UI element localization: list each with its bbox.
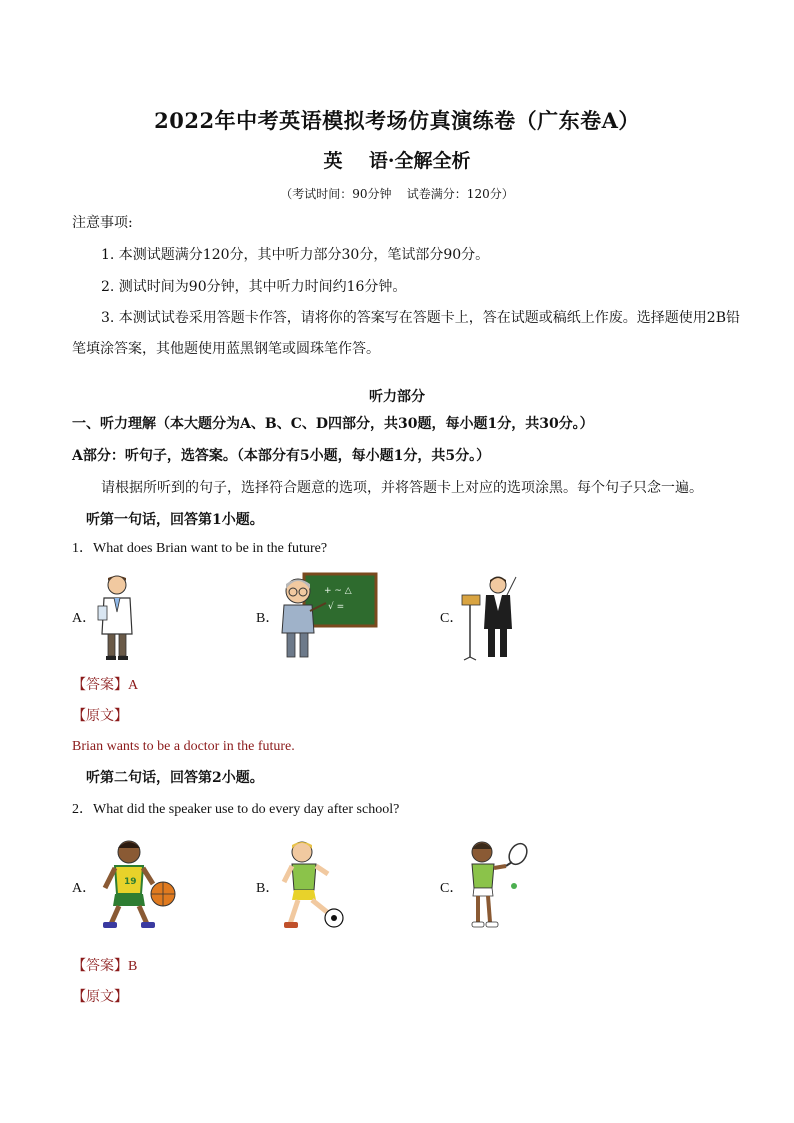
- conductor-illustration: [462, 571, 520, 661]
- q1-option-c-label: C．: [440, 611, 464, 626]
- q1-answer: [72, 675, 138, 696]
- exam-time-info: （考试时间：90分钟 试卷满分：120分）: [280, 187, 514, 201]
- svg-text:+ ~ △: + ~ △: [324, 586, 352, 596]
- q2-option-a-label: A．: [72, 881, 97, 896]
- svg-text:19: 19: [124, 877, 137, 887]
- page-title: 2022年中考英语模拟考场仿真演练卷（广东卷A）: [154, 108, 640, 133]
- q1-source-label: 【原文】: [72, 708, 128, 724]
- football-player-illustration: [282, 838, 354, 934]
- partA-instruction: 请根据所听到的句子，选择符合题意的选项，并将答题卡上对应的选项涂黑。每个句子只念一遍。: [101, 480, 703, 496]
- q2-source-label: 【原文】: [72, 989, 128, 1005]
- note-item-3-continued: 笔填涂答案，其他题使用蓝黑钢笔或圆珠笔作答。: [72, 341, 380, 357]
- q1-prompt: 听第一句话，回答第1小题。: [86, 512, 264, 528]
- page-subtitle: 英 语·全解全析: [323, 150, 471, 172]
- q2-answer-label: 【答案】: [72, 958, 128, 974]
- q2-option-b-label: B．: [256, 881, 280, 896]
- note-item-3: 3. 本测试试卷采用答题卡作答，请将你的答案写在答题卡上，答在试题或稿纸上作废。选择题使用2B铅: [101, 310, 741, 326]
- notes-heading: 注意事项:: [72, 215, 133, 231]
- q1-source-text: Brian wants to be a doctor in the future.: [72, 739, 295, 754]
- doctor-illustration: [92, 572, 142, 662]
- q2-answer-value: B: [128, 959, 138, 974]
- note-item-1: 1. 本测试题满分120分，其中听力部分30分，笔试部分90分。: [101, 247, 490, 263]
- svg-text:√ =: √ =: [328, 602, 345, 612]
- part1-heading: 一、听力理解（本大题分为A、B、C、D四部分，共30题，每小题1分，共30分。）: [72, 416, 594, 432]
- q1-option-b-label: B．: [256, 611, 280, 626]
- q2-option-c-label: C．: [440, 881, 464, 896]
- section-title: 听力部分: [369, 389, 425, 405]
- teacher-illustration: [276, 571, 378, 661]
- q2-question: 2．What did the speaker use to do every day after school?: [72, 802, 400, 817]
- basketball-player-illustration: [97, 838, 179, 934]
- q2-answer: [72, 956, 137, 977]
- tennis-player-illustration: [466, 838, 532, 934]
- q1-question: 1．What does Brian want to be in the future?: [72, 541, 328, 556]
- q1-option-a-label: A．: [72, 611, 97, 626]
- partA-heading: A部分：听句子，选答案。（本部分有5小题，每小题1分，共5分。）: [72, 448, 491, 464]
- q2-prompt: 听第二句话，回答第2小题。: [86, 770, 264, 786]
- q1-answer-value: A: [128, 678, 139, 693]
- q1-answer-label: 【答案】: [72, 677, 128, 693]
- note-item-2: 2. 测试时间为90分钟，其中听力时间约16分钟。: [101, 279, 407, 295]
